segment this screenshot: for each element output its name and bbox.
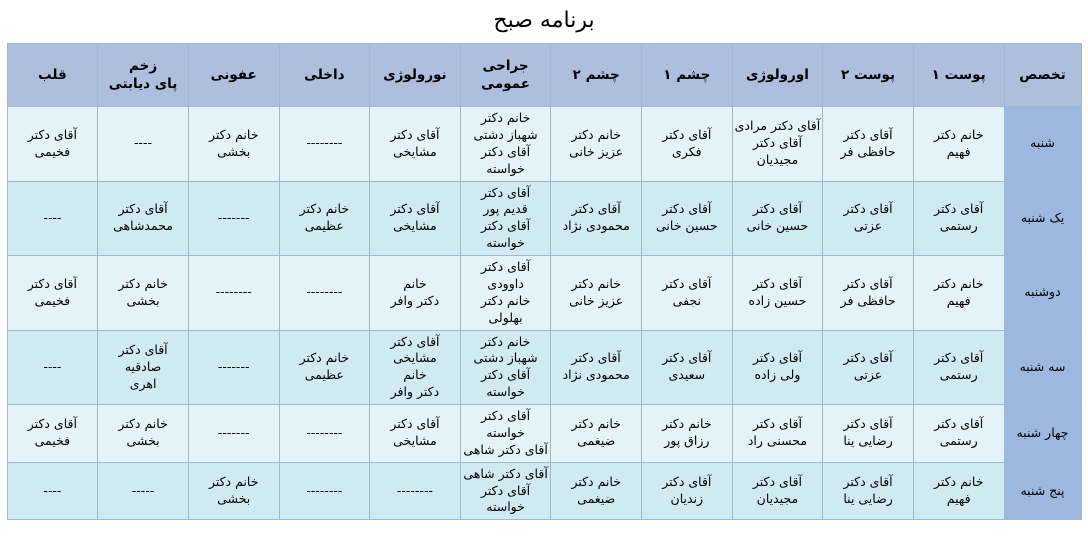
schedule-cell [460, 405, 551, 463]
doctor-name: آقای دکتر [571, 350, 621, 366]
column-header-specialty: تخصص [1004, 44, 1081, 107]
schedule-cell [732, 462, 823, 520]
doctor-name: فهیم [946, 490, 971, 506]
doctor-name: خانم [403, 275, 427, 291]
doctor-name: آقای دکتر [27, 275, 77, 291]
empty-marker: -------- [306, 284, 343, 300]
doctor-name: خانم دکتر [480, 333, 531, 349]
doctor-name: آقای دکتر [752, 350, 803, 366]
column-header: داخلی [279, 44, 370, 107]
doctor-name: آقای دکتر شاهی [463, 465, 548, 481]
table-body [7, 107, 1081, 520]
doctor-name: آقای دکتر خواسته [480, 143, 531, 176]
doctor-name: مشایخی [393, 218, 437, 234]
day-cell: سه شنبه [1004, 330, 1081, 405]
doctor-name: محمدشاهی [113, 218, 173, 234]
empty-marker: -------- [306, 482, 343, 498]
doctor-name: نجفی [672, 292, 701, 308]
doctor-name: آقای دکتر [390, 416, 440, 432]
day-cell: شنبه [1004, 107, 1081, 182]
column-header: زخم پای دیابتی [98, 44, 189, 107]
empty-marker: -------- [396, 482, 433, 498]
schedule-cell [551, 462, 642, 520]
doctor-name: عزیز خانی [569, 143, 624, 159]
doctor-name: آقای دکتر [27, 126, 77, 142]
empty-marker: -------- [306, 135, 343, 151]
doctor-name: عظیمی [304, 218, 344, 234]
schedule-cell [188, 405, 279, 463]
schedule-cell [188, 330, 279, 405]
doctor-name: محسنی راد [747, 433, 808, 449]
empty-marker: ---- [43, 358, 62, 374]
schedule-cell [98, 330, 189, 405]
doctor-name: رستمی [939, 218, 978, 234]
doctor-name: آقای دکتر [662, 350, 712, 366]
schedule-cell [188, 256, 279, 331]
doctor-name: رزاق پور [664, 433, 710, 449]
schedule-cell [823, 462, 914, 520]
column-header: قلب [7, 44, 98, 107]
schedule-cell [279, 462, 370, 520]
schedule-cell [551, 330, 642, 405]
doctor-name: عظیمی [304, 367, 344, 383]
doctor-name: مشایخی [393, 350, 437, 366]
schedule-cell [370, 405, 461, 463]
doctor-name: آقای دکتر [934, 416, 984, 432]
schedule-cell [279, 330, 370, 405]
schedule-cell [98, 405, 189, 463]
doctor-name: حافظی فر [840, 143, 896, 159]
doctor-name: خانم دکتر [118, 416, 168, 432]
schedule-cell [551, 107, 642, 182]
doctor-name: دکتر وافر [390, 292, 440, 308]
doctor-name: رستمی [939, 367, 978, 383]
column-header: جراحی عمومی [460, 44, 551, 107]
doctor-name: رضایی ینا [843, 490, 893, 506]
doctor-name: خانم دکتر [571, 275, 621, 291]
schedule-cell [642, 405, 733, 463]
schedule-cell [551, 181, 642, 256]
column-header: پوست ۲ [823, 44, 914, 107]
schedule-cell [370, 330, 461, 405]
schedule-cell [732, 181, 823, 256]
table-row [7, 462, 1081, 520]
schedule-cell [188, 107, 279, 182]
page-title: برنامه صبح [493, 8, 595, 33]
morning-schedule-table [7, 43, 1082, 520]
schedule-cell [279, 181, 370, 256]
table-row [7, 330, 1081, 405]
schedule-cell [642, 256, 733, 331]
doctor-name: آقای دکتر [934, 350, 984, 366]
column-header: اورولوژی [732, 44, 823, 107]
doctor-name: آقای دکتر [843, 474, 893, 490]
doctor-name: آقای دکتر [843, 350, 893, 366]
schedule-cell [732, 107, 823, 182]
table-row [7, 405, 1081, 463]
table-row [7, 107, 1081, 182]
doctor-name: خانم دکتر بهلولی [480, 292, 531, 325]
doctor-name: مجیدیان [756, 152, 799, 168]
doctor-name: فکری [672, 143, 702, 159]
column-header: نورولوژی [370, 44, 461, 107]
doctor-name: آقای دکتر [843, 275, 893, 291]
doctor-name: فهیم [946, 292, 971, 308]
column-header: عفونی [188, 44, 279, 107]
schedule-cell [642, 462, 733, 520]
empty-marker: ------- [217, 358, 250, 374]
doctor-name: مشایخی [393, 433, 437, 449]
doctor-name: فهیم [946, 143, 971, 159]
schedule-cell [913, 330, 1004, 405]
doctor-name: آقای دکتر [934, 201, 984, 217]
schedule-cell [460, 256, 551, 331]
day-cell: دوشنبه [1004, 256, 1081, 331]
doctor-name: حسین خانی [746, 218, 809, 234]
schedule-cell [913, 256, 1004, 331]
doctor-name: آقای دکتر [118, 201, 168, 217]
doctor-name: حافظی فر [840, 292, 896, 308]
doctor-name: اهری [129, 375, 157, 391]
schedule-cell [279, 107, 370, 182]
doctor-name: آقای دکتر [752, 201, 803, 217]
schedule-cell [913, 462, 1004, 520]
schedule-cell [823, 330, 914, 405]
schedule-cell [642, 330, 733, 405]
doctor-name: ضیغمی [577, 433, 616, 449]
doctor-name: خانم دکتر [480, 110, 531, 125]
schedule-cell [642, 107, 733, 182]
doctor-name: آقای دکتر [571, 201, 621, 217]
schedule-cell [98, 256, 189, 331]
schedule-cell [823, 107, 914, 182]
schedule-cell [642, 181, 733, 256]
doctor-name: خانم دکتر [299, 350, 350, 366]
doctor-name: صادقیه [124, 358, 162, 374]
empty-marker: ---- [43, 209, 62, 225]
schedule-cell [7, 107, 98, 182]
doctor-name: خانم دکتر [571, 416, 621, 432]
column-header: پوست ۱ [913, 44, 1004, 107]
doctor-name: آقای دکتر [390, 126, 440, 142]
schedule-cell [370, 181, 461, 256]
doctor-name: آقای دکتر شاهی [463, 441, 548, 457]
schedule-cell [460, 107, 551, 182]
empty-marker: ---- [134, 135, 153, 151]
doctor-name: محمودی نژاد [562, 218, 630, 234]
doctor-name: آقای دکتر [752, 135, 803, 151]
doctor-name: آقای دکتر مرادی [734, 118, 821, 134]
doctor-name: خانم دکتر [571, 126, 621, 142]
doctor-name: آقای دکتر [843, 201, 893, 217]
doctor-name: آقای دکتر خواسته [480, 218, 531, 251]
doctor-name: خانم [403, 367, 427, 383]
empty-marker: -------- [215, 284, 252, 300]
doctor-name: مجیدیان [756, 490, 799, 506]
empty-marker: ------- [217, 209, 250, 225]
doctor-name: فخیمی [34, 292, 71, 308]
doctor-name: خانم دکتر [662, 416, 712, 432]
schedule-cell [823, 405, 914, 463]
doctor-name: آقای دکتر [662, 474, 712, 490]
doctor-name: آقای دکتر [390, 333, 440, 349]
doctor-name: ولی زاده [754, 367, 801, 383]
doctor-name: فخیمی [34, 433, 71, 449]
schedule-cell [7, 462, 98, 520]
schedule-cell [823, 256, 914, 331]
doctor-name: بخشی [126, 433, 160, 449]
schedule-cell [279, 256, 370, 331]
empty-marker: ------- [217, 424, 250, 440]
doctor-name: خانم دکتر [208, 126, 259, 142]
table-header [7, 44, 1081, 107]
schedule-cell [732, 256, 823, 331]
doctor-name: عزتی [853, 218, 883, 234]
doctor-name: حسین خانی [656, 218, 718, 234]
doctor-name: زندیان [670, 490, 704, 506]
column-header: چشم ۱ [642, 44, 733, 107]
schedule-cell [823, 181, 914, 256]
schedule-cell [7, 256, 98, 331]
doctor-name: رستمی [939, 433, 978, 449]
schedule-cell [460, 462, 551, 520]
day-cell: یک شنبه [1004, 181, 1081, 256]
schedule-cell [551, 405, 642, 463]
doctor-name: دکتر وافر [390, 384, 440, 400]
schedule-cell [913, 107, 1004, 182]
schedule-cell [732, 405, 823, 463]
doctor-name: ضیغمی [577, 490, 616, 506]
doctor-name: خانم دکتر [118, 275, 168, 291]
day-cell: پنج شنبه [1004, 462, 1081, 520]
column-header: چشم ۲ [551, 44, 642, 107]
doctor-name: آقای دکتر [752, 275, 803, 291]
schedule-cell [98, 107, 189, 182]
doctor-name: آقای دکتر خواسته [480, 482, 531, 515]
empty-marker: ----- [131, 482, 155, 498]
doctor-name: آقای دکتر خواسته [480, 367, 531, 400]
doctor-name: خانم دکتر [933, 126, 984, 142]
doctor-name: مشایخی [393, 143, 437, 159]
doctor-name: عزتی [853, 367, 883, 383]
schedule-cell [7, 330, 98, 405]
doctor-name: آقای دکتر [27, 416, 77, 432]
schedule-cell [279, 405, 370, 463]
doctor-name: آقای دکتر [662, 201, 712, 217]
schedule-cell [460, 181, 551, 256]
table-header-row [7, 44, 1081, 107]
schedule-cell [98, 462, 189, 520]
doctor-name: شهباز دشتی [473, 126, 538, 142]
schedule-cell [551, 256, 642, 331]
schedule-cell [913, 405, 1004, 463]
doctor-name: بخشی [126, 292, 160, 308]
doctor-name: آقای دکتر [843, 416, 893, 432]
doctor-name: آقای دکتر [662, 126, 712, 142]
doctor-name: بخشی [217, 490, 251, 506]
doctor-name: آقای دکتر [752, 416, 803, 432]
doctor-name: آقای دکتر خواسته [480, 408, 531, 440]
doctor-name: آقای دکتر [480, 184, 531, 200]
empty-marker: ---- [43, 482, 62, 498]
doctor-name: قدیم پور [483, 201, 528, 217]
doctor-name: آقای دکتر [390, 201, 440, 217]
doctor-name: بخشی [217, 143, 251, 159]
schedule-cell [732, 330, 823, 405]
table-row [7, 181, 1081, 256]
doctor-name: آقای دکتر داوودی [480, 259, 531, 291]
doctor-name: آقای دکتر [118, 341, 168, 357]
schedule-cell [98, 181, 189, 256]
schedule-cell [370, 462, 461, 520]
doctor-name: آقای دکتر [752, 474, 803, 490]
day-cell: چهار شنبه [1004, 405, 1081, 463]
empty-marker: -------- [306, 424, 343, 440]
doctor-name: آقای دکتر [843, 126, 893, 142]
doctor-name: حسین زاده [748, 292, 807, 308]
doctor-name: خانم دکتر [571, 474, 621, 490]
schedule-cell [913, 181, 1004, 256]
schedule-cell [370, 256, 461, 331]
doctor-name: خانم دکتر [933, 474, 984, 490]
schedule-cell [460, 330, 551, 405]
schedule-cell [7, 181, 98, 256]
doctor-name: رضایی ینا [843, 433, 893, 449]
doctor-name: محمودی نژاد [562, 367, 630, 383]
doctor-name: خانم دکتر [208, 474, 259, 490]
schedule-cell [188, 181, 279, 256]
doctor-name: فخیمی [34, 143, 71, 159]
schedule-cell [7, 405, 98, 463]
schedule-cell [370, 107, 461, 182]
table-row [7, 256, 1081, 331]
doctor-name: شهباز دشتی [473, 350, 538, 366]
doctor-name: خانم دکتر [299, 201, 350, 217]
doctor-name: سعیدی [668, 367, 706, 383]
doctor-name: آقای دکتر [662, 275, 712, 291]
doctor-name: خانم دکتر [933, 275, 984, 291]
doctor-name: عزیز خانی [569, 292, 624, 308]
schedule-cell [188, 462, 279, 520]
